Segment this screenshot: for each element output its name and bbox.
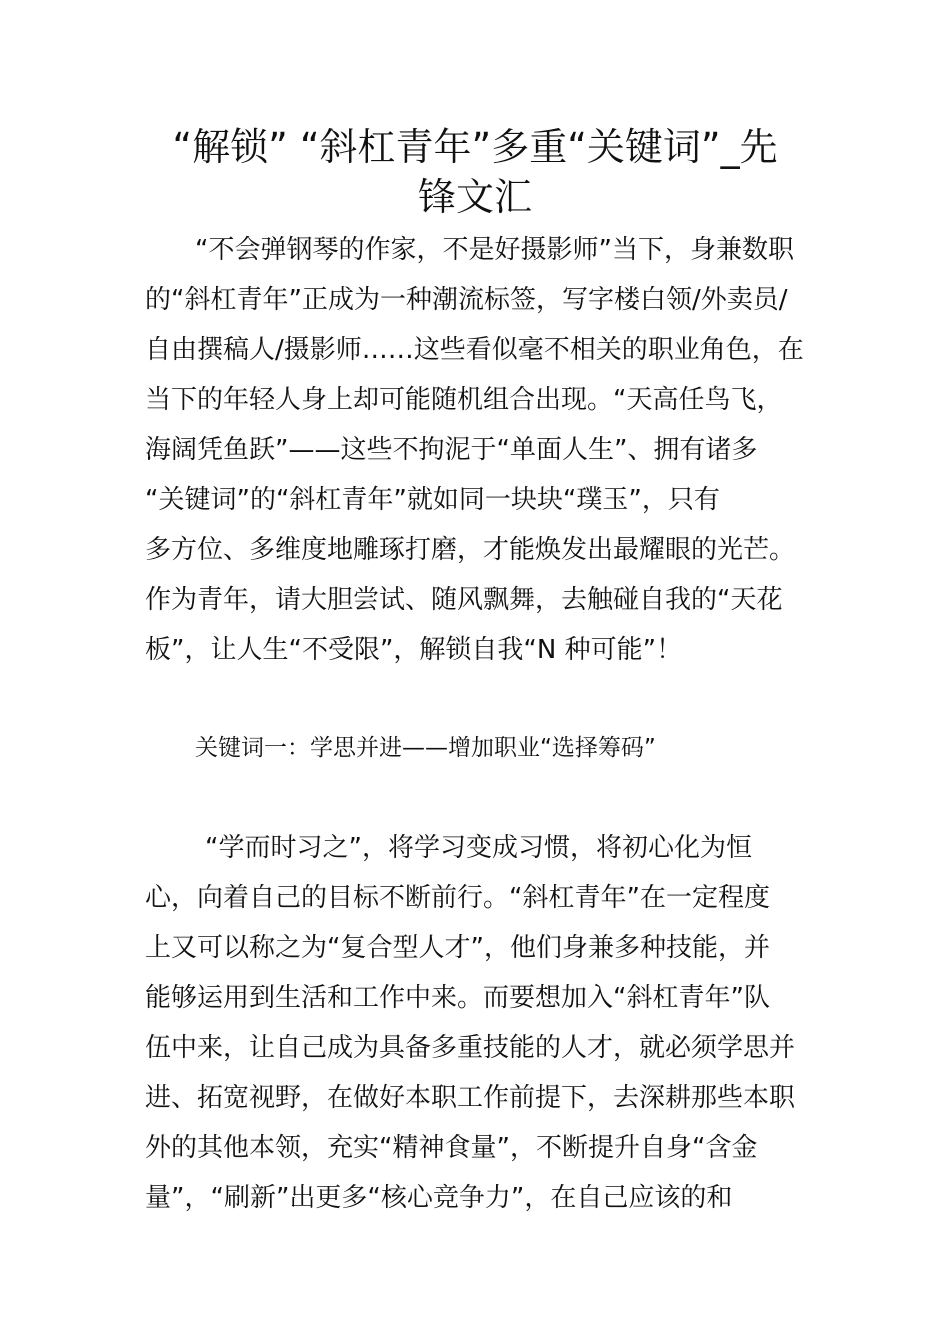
section-line-4: 能够运用到生活和工作中来。而要想加入“斜杠青年”队 — [145, 983, 770, 1013]
intro-line-4: 当下的年轻人身上却可能随机组合出现。“天高任鸟飞， — [145, 385, 783, 415]
title-line-1: “解锁” “斜杠青年”多重“关键词”_先 — [172, 125, 778, 169]
section-line-8: 量”，“刷新”出更多“核心竞争力”，在自己应该的和 — [145, 1183, 733, 1213]
intro-line-8: 作为青年，请大胆尝试、随风飘舞，去触碰自我的“天花 — [145, 585, 783, 615]
section-line-2: 心，向着自己的目标不断前行。“斜杠青年”在一定程度 — [145, 883, 770, 913]
document-title — [145, 122, 805, 222]
intro-line-2: 的“斜杠青年”正成为一种潮流标签，写字楼白领/外卖员/ — [145, 285, 788, 315]
section-line-1: “学而时习之”，将学习变成习惯，将初心化为恒 — [205, 833, 752, 863]
section-heading: 关键词一：学思并进——增加职业“选择筹码” — [195, 735, 656, 761]
intro-line-7: 多方位、多维度地雕琢打磨，才能焕发出最耀眼的光芒。 — [145, 535, 796, 565]
intro-line-6: “关键词”的“斜杠青年”就如同一块块“璞玉”，只有 — [145, 485, 720, 515]
intro-line-9: 板”，让人生“不受限”，解锁自我“N 种可能”！ — [145, 635, 683, 665]
intro-line-1: “不会弹钢琴的作家，不是好摄影师”当下，身兼数职 — [195, 235, 794, 265]
intro-line-5: 海阔凭鱼跃”——这些不拘泥于“单面人生”、拥有诸多 — [145, 435, 758, 465]
title-line-2: 锋文汇 — [417, 175, 532, 219]
section-line-5: 伍中来，让自己成为具备多重技能的人才，就必须学思并 — [145, 1033, 796, 1063]
section-line-6: 进、拓宽视野，在做好本职工作前提下，去深耕那些本职 — [145, 1083, 796, 1113]
intro-line-3: 自由撰稿人/摄影师……这些看似毫不相关的职业角色，在 — [145, 335, 804, 365]
section-line-3: 上又可以称之为“复合型人才”，他们身兼多种技能，并 — [145, 933, 770, 963]
section-line-7: 外的其他本领，充实“精神食量”，不断提升自身“含金 — [145, 1133, 758, 1163]
